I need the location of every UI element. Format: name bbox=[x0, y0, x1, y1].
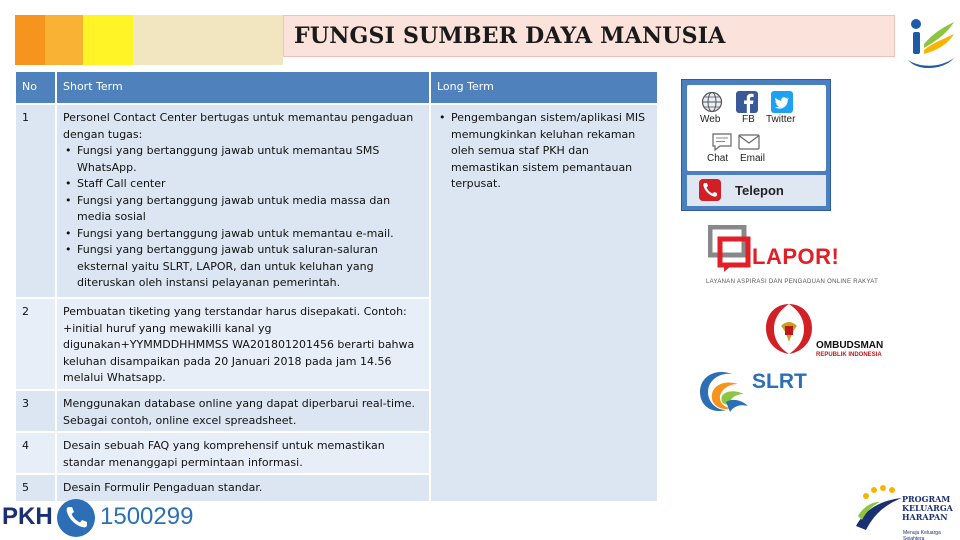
header-short-term: Short Term bbox=[56, 72, 430, 104]
pkh-program-line-1: PROGRAM bbox=[902, 494, 951, 504]
list-item: • Fungsi yang bertanggung jawab untuk media massa dan media sosial bbox=[63, 193, 423, 226]
ombudsman-subtitle: REPUBLIK INDONESIA bbox=[816, 352, 882, 358]
contact-channels-top bbox=[687, 85, 826, 171]
short-term-cell bbox=[56, 104, 430, 298]
short-term-cell: Pembuatan tiketing yang terstandar harus disepakati. Contoh: +initial huruf yang mewakilli kanal yg digunakan+YYMMDDHHMMSS WA201801201456 berarti bahwa keluhan disampaikan pada 20 Januari 2018 pada jam 14.56 melalui Whatsapp. bbox=[56, 298, 430, 390]
row-number: 2 bbox=[16, 298, 56, 390]
email-icon bbox=[738, 131, 760, 153]
header-long-term: Long Term bbox=[430, 72, 658, 104]
slide-title-box bbox=[283, 15, 895, 57]
title-accent-yellow bbox=[83, 15, 133, 65]
list-item: • Staff Call center bbox=[63, 176, 423, 193]
contact-channels-panel bbox=[681, 79, 831, 211]
short-term-cell: Menggunakan database online yang dapat diperbarui real-time. Sebagai contoh, online excel spreadsheet. bbox=[56, 390, 430, 432]
chat-icon bbox=[711, 131, 733, 153]
email-label: Email bbox=[740, 153, 766, 164]
telepon-label: Telepon bbox=[735, 183, 784, 198]
long-term-cell bbox=[430, 104, 658, 501]
pkh-program-logo-icon bbox=[852, 482, 904, 534]
short-term-intro: Personel Contact Center bertugas untuk memantau pengaduan dengan tugas: bbox=[63, 111, 414, 141]
twitter-icon bbox=[771, 91, 793, 113]
pkh-program-line-3: HARAPAN bbox=[902, 512, 948, 522]
short-term-cell: Desain Formulir Pengaduan standar. bbox=[56, 474, 430, 501]
slrt-logo-icon bbox=[692, 362, 754, 420]
row-number: 3 bbox=[16, 390, 56, 432]
short-term-cell: Desain sebuah FAQ yang komprehensif untuk memastikan standar menanggapi permintaan informasi. bbox=[56, 432, 430, 474]
lapor-subtitle: LAYANAN ASPIRASI DAN PENGADUAN ONLINE RAKYAT bbox=[706, 279, 879, 285]
twitter-label: Twitter bbox=[766, 114, 796, 125]
fb-label: FB bbox=[742, 114, 755, 125]
lapor-text: LAPOR! bbox=[752, 244, 840, 269]
kemensos-logo-icon bbox=[904, 14, 956, 70]
ombudsman-text: OMBUDSMAN bbox=[816, 340, 884, 351]
long-term-bullet-list bbox=[437, 110, 647, 193]
row-number: 5 bbox=[16, 474, 56, 501]
list-item: • Fungsi yang bertanggung jawab untuk memantau e-mail. bbox=[63, 226, 423, 243]
title-accent-cream bbox=[133, 15, 283, 65]
title-accent-amber bbox=[45, 15, 83, 65]
title-accent-orange bbox=[15, 15, 45, 65]
hr-functions-table bbox=[16, 72, 659, 501]
chat-label: Chat bbox=[707, 153, 729, 164]
facebook-icon bbox=[736, 91, 758, 113]
globe-icon bbox=[701, 91, 723, 113]
web-label: Web bbox=[700, 114, 721, 125]
slrt-text: SLRT bbox=[752, 370, 807, 393]
list-item: • Fungsi yang bertanggung jawab untuk memantau SMS WhatsApp. bbox=[63, 143, 423, 176]
pkh-program-line-2: KELUARGA bbox=[902, 503, 953, 513]
table-header-row bbox=[16, 72, 658, 104]
ombudsman-logo-icon bbox=[760, 300, 818, 358]
list-item: • Pengembangan sistem/aplikasi MIS memungkinkan keluhan rekaman oleh semua staf PKH dan memastikan sistem pemantauan terpusat. bbox=[437, 110, 647, 193]
pkh-hotline-number: 1500299 bbox=[100, 503, 194, 530]
phone-icon bbox=[699, 179, 721, 201]
row-number: 4 bbox=[16, 432, 56, 474]
header-no: No bbox=[16, 72, 56, 104]
slide-title: FUNGSI SUMBER DAYA MANUSIA bbox=[294, 23, 726, 49]
pkh-program-name bbox=[902, 495, 953, 522]
short-term-bullet-list bbox=[63, 143, 423, 292]
lapor-logo-icon bbox=[708, 225, 752, 273]
list-item: • Fungsi yang bertanggung jawab untuk saluran-saluran eksternal yaitu SLRT, LAPOR, dan untuk keluhan yang diteruskan oleh instansi pelayanan pemerintah. bbox=[63, 242, 423, 292]
table-row bbox=[16, 104, 658, 298]
row-number: 1 bbox=[16, 104, 56, 298]
phone-handset-icon bbox=[56, 498, 96, 538]
telepon-row bbox=[687, 175, 826, 206]
pkh-hotline-label: PKH bbox=[2, 503, 53, 530]
pkh-program-tagline: Menuju Keluarga Sejahtera bbox=[903, 530, 941, 540]
